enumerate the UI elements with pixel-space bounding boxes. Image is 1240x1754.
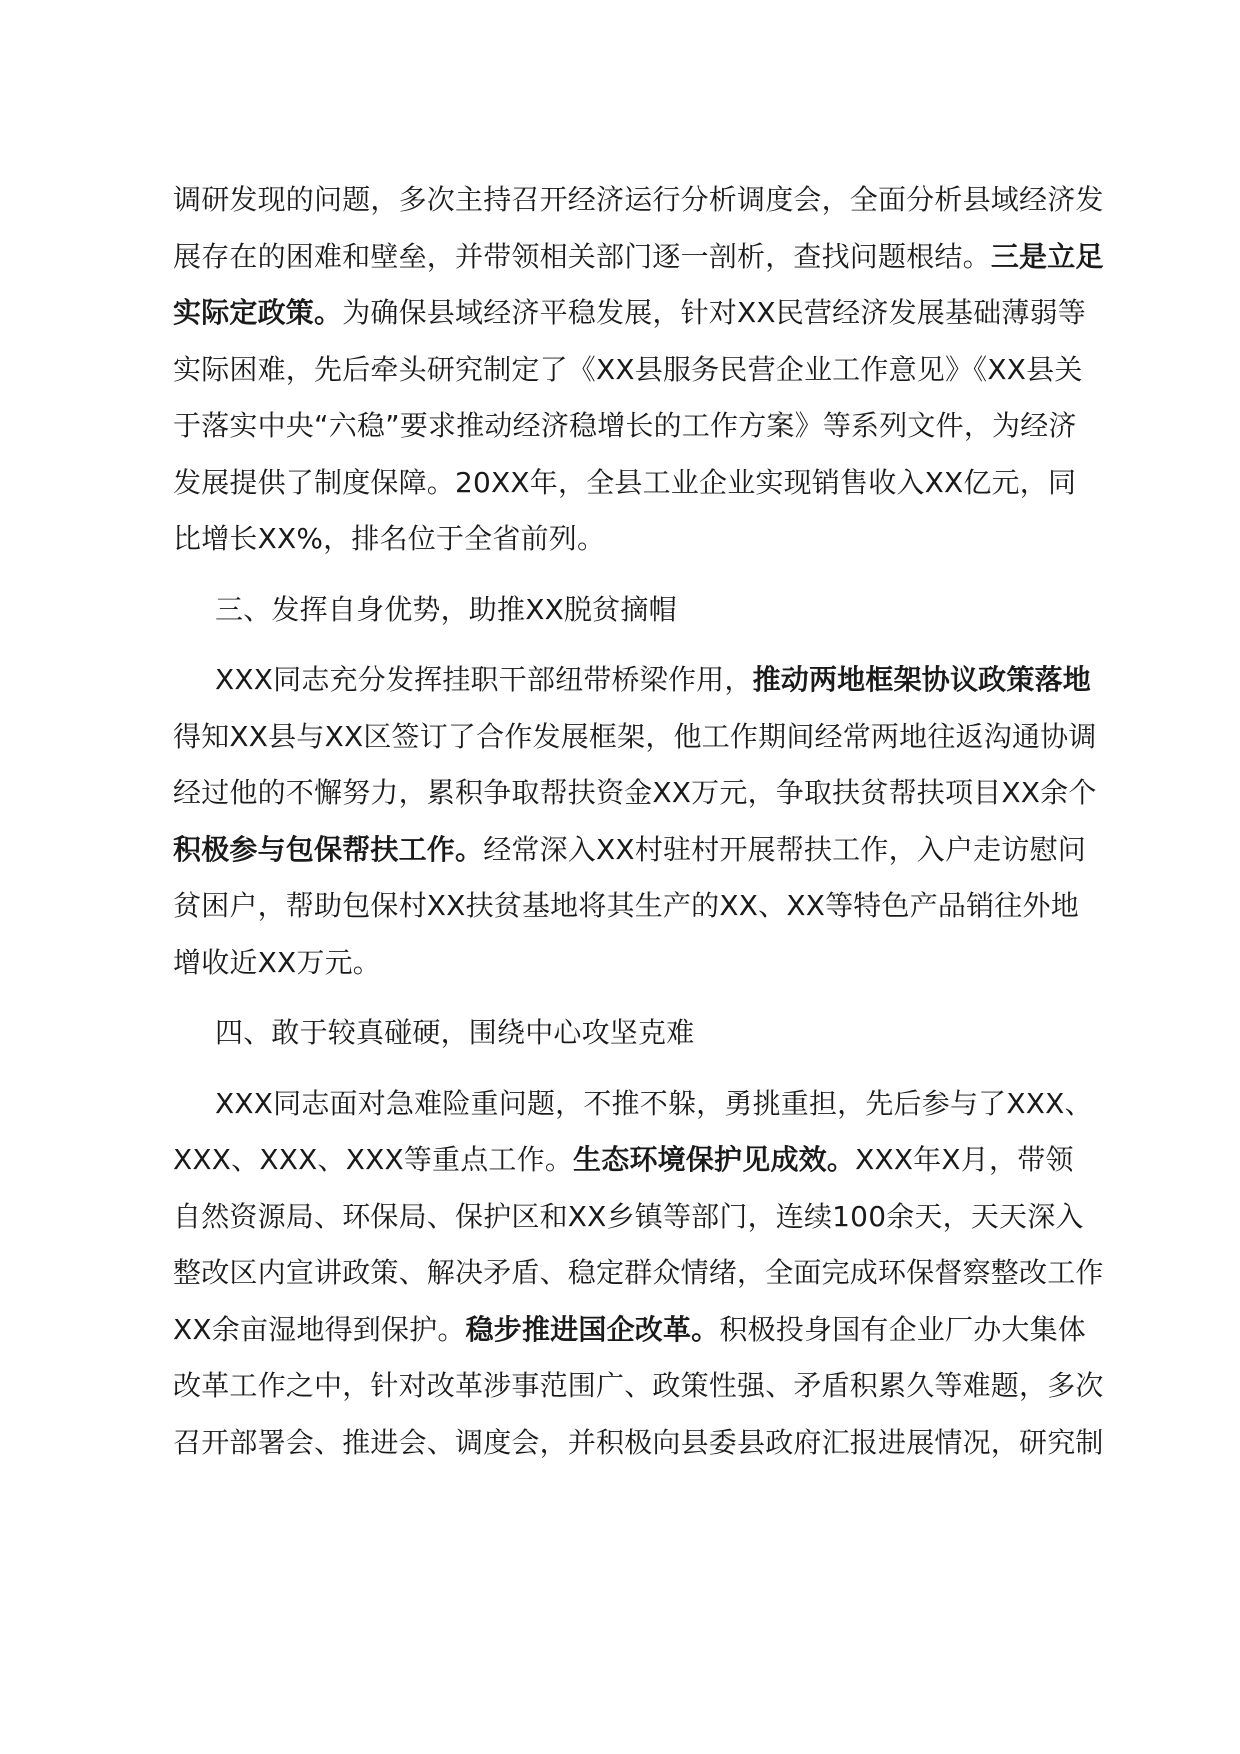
text-run: 经常深入XX村驻村开展帮扶工作，入户走访慰问 [483, 832, 1086, 866]
text-line [173, 1302, 1133, 1359]
text-line: 实际困难，先后牵头研究制定了《XX县服务民营企业工作意见》《XX县关 [173, 352, 1083, 386]
bold-run: 推动两地框架协议政策落地 [752, 663, 1091, 696]
text-line [173, 822, 1133, 879]
text-line: 整改区内宣讲政策、解决矛盾、稳定群众情绪，全面完成环保督察整改工作 [173, 1256, 1104, 1289]
text-line: 于落实中央“六稳”要求推动经济稳增长的工作方案》等系列文件，为经济 [173, 409, 1077, 442]
bold-run: 实际定政策。 [173, 296, 343, 329]
text-run: XXX年X月，带领 [855, 1143, 1074, 1176]
document-page [173, 172, 1133, 1471]
text-line: 增收近XX万元。 [173, 945, 381, 979]
text-line: XXX同志面对急难险重问题，不推不躲，勇挑重担，先后参与了XXX、 [215, 1086, 1093, 1120]
text-run: XX余亩湿地得到保护。 [173, 1312, 466, 1346]
text-line: 发展提供了制度保障。20XX年，全县工业企业实现销售收入XX亿元，同 [173, 465, 1077, 499]
section-heading-4 [173, 1005, 1133, 1062]
text-run: XXX、XXX、XXX等重点工作。 [173, 1143, 574, 1176]
text-line: 自然资源局、环保局、保护区和XX乡镇等部门，连续100余天，天天深入 [173, 1199, 1084, 1233]
bold-run: 生态环境保护见成效。 [573, 1143, 856, 1176]
heading-text: 三、发挥自身优势，助推XX脱贫摘帽 [215, 592, 677, 626]
paragraph-economy-policy [173, 172, 1133, 568]
bold-run: 稳步推进国企改革。 [465, 1312, 720, 1346]
paragraph-poverty-alleviation [173, 652, 1133, 991]
heading-text: 四、敢于较真碰硬，围绕中心攻坚克难 [215, 1016, 695, 1049]
text-run: 为确保县域经济平稳发展，针对XX民营经济发展基础薄弱等 [342, 296, 1086, 329]
text-line: 经过他的不懈努力，累积争取帮扶资金XX万元，争取扶贫帮扶项目XX余个 [173, 776, 1097, 809]
text-run: 积极投身国有企业厂办大集体 [719, 1312, 1086, 1346]
text-line: 召开部署会、推进会、调度会，并积极向县委县政府汇报进展情况，研究制 [173, 1425, 1104, 1459]
text-line: 比增长XX%，排名位于全省前列。 [173, 522, 606, 555]
text-line [173, 652, 1133, 709]
section-heading-3 [173, 582, 1133, 639]
text-line [173, 1132, 1133, 1189]
text-line [173, 229, 1133, 286]
bold-run: 积极参与包保帮扶工作。 [173, 832, 484, 866]
text-line: 改革工作之中，针对改革涉事范围广、政策性强、矛盾积累久等难题，多次 [173, 1369, 1104, 1402]
bold-run: 三是立足 [990, 239, 1104, 273]
text-line: 调研发现的问题，多次主持召开经济运行分析调度会，全面分析县域经济发 [173, 183, 1104, 216]
paragraph-key-work [173, 1076, 1133, 1472]
text-run: XXX同志充分发挥挂职干部纽带桥梁作用， [215, 663, 753, 696]
text-run: 展存在的困难和壁垒，并带领相关部门逐一剖析，查找问题根结。 [173, 239, 991, 273]
text-line [173, 285, 1133, 342]
text-line: 贫困户，帮助包保村XX扶贫基地将其生产的XX、XX等特色产品销往外地 [173, 889, 1079, 922]
text-line: 得知XX县与XX区签订了合作发展框架，他工作期间经常两地往返沟通协调 [173, 719, 1097, 753]
